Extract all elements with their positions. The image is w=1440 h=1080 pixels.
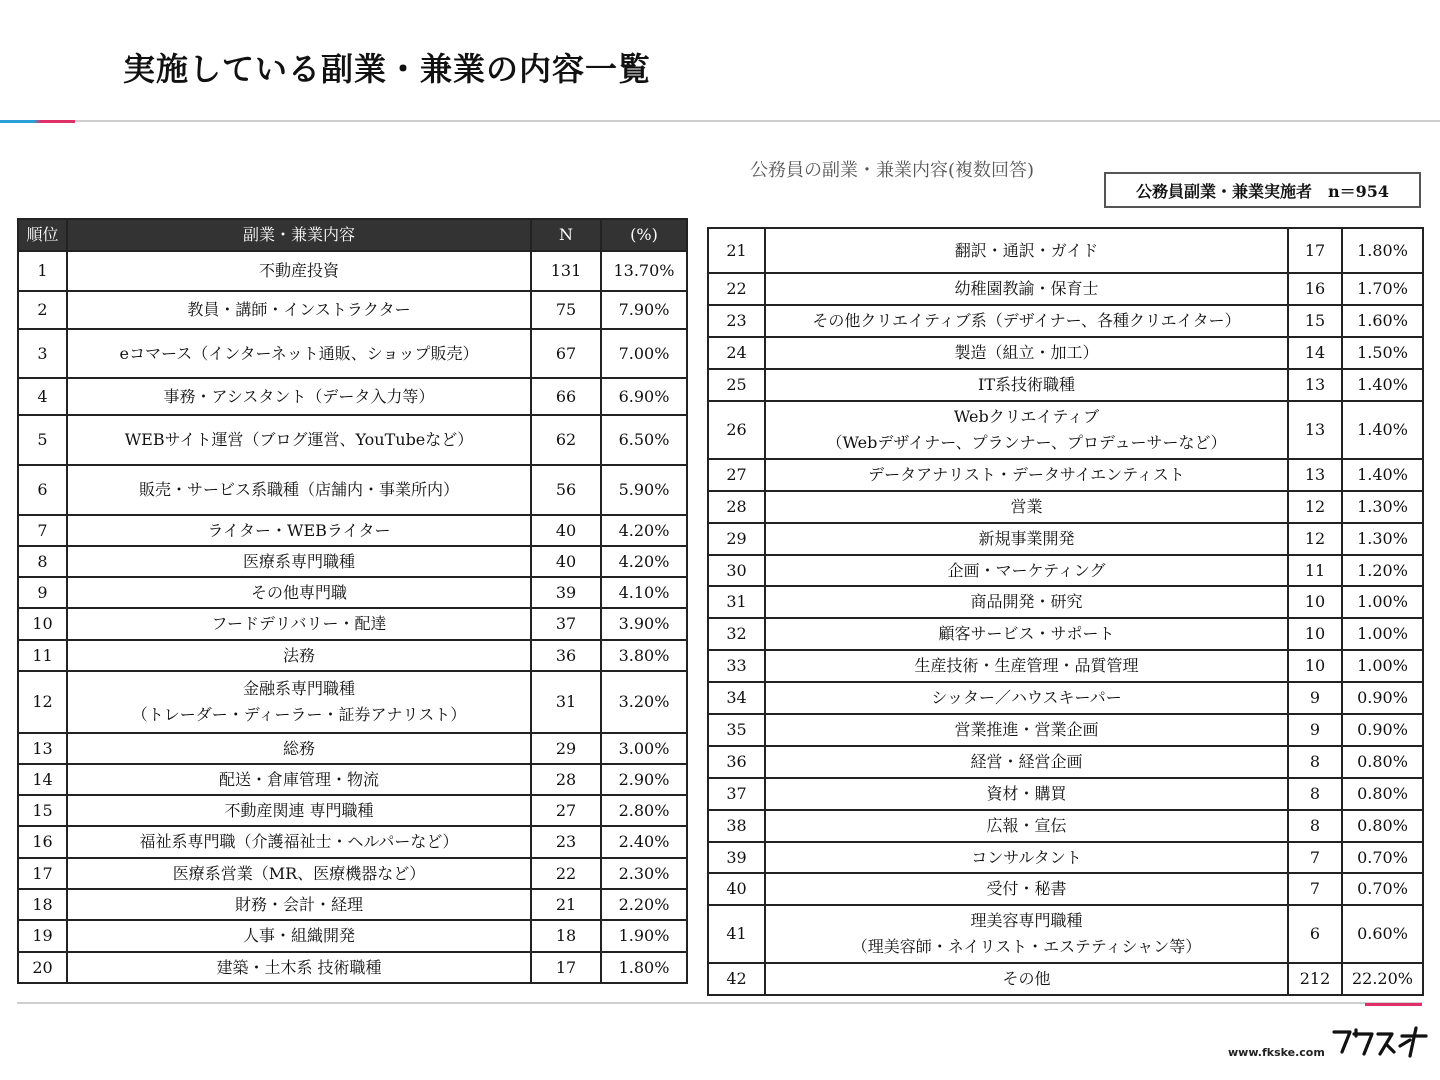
row-n: 7 — [1288, 873, 1342, 905]
row-rank: 31 — [708, 586, 765, 618]
row-n: 39 — [531, 577, 601, 608]
header-item: 副業・兼業内容 — [67, 219, 531, 251]
row-n: 56 — [531, 465, 601, 515]
row-item-line: 不動産投資 — [258, 261, 339, 280]
row-rank: 41 — [708, 905, 765, 963]
row-item — [765, 873, 1288, 905]
row-rank: 26 — [708, 401, 765, 459]
sample-size-box — [1104, 172, 1421, 208]
row-n: 75 — [531, 291, 601, 329]
row-percent: 0.80% — [1342, 778, 1423, 810]
row-rank: 38 — [708, 810, 765, 842]
row-percent: 3.00% — [601, 733, 687, 764]
row-item — [765, 523, 1288, 555]
table-row — [18, 858, 687, 889]
row-item-line: 顧客サービス・サポート — [938, 624, 1115, 643]
table-row — [708, 273, 1423, 305]
row-rank: 35 — [708, 714, 765, 746]
row-item-line: ライター・WEBライター — [207, 520, 391, 540]
row-percent: 1.40% — [1342, 401, 1423, 459]
row-percent: 3.20% — [601, 671, 687, 733]
row-percent: 0.80% — [1342, 746, 1423, 778]
row-percent: 0.90% — [1342, 682, 1423, 714]
row-n: 14 — [1288, 337, 1342, 369]
row-item — [765, 586, 1288, 618]
row-n: 9 — [1288, 682, 1342, 714]
row-rank: 34 — [708, 682, 765, 714]
row-percent: 2.80% — [601, 795, 687, 826]
table-row — [708, 586, 1423, 618]
row-item — [765, 905, 1288, 963]
row-n: 40 — [531, 515, 601, 546]
row-n: 10 — [1288, 650, 1342, 682]
row-item-line: 広報・宣伝 — [986, 816, 1067, 835]
row-percent: 22.20% — [1342, 963, 1423, 995]
footer-accent-bar — [1365, 1003, 1422, 1006]
table-row — [18, 378, 687, 415]
row-rank: 14 — [18, 764, 67, 795]
row-rank: 15 — [18, 795, 67, 826]
table-row — [708, 401, 1423, 459]
row-item-line: 金融系専門職種 — [242, 679, 355, 698]
row-item-line: 新規事業開発 — [978, 529, 1075, 548]
row-item-line: シッター／ハウスキーパー — [931, 688, 1122, 707]
row-item — [765, 273, 1288, 305]
row-n: 10 — [1288, 586, 1342, 618]
row-n: 27 — [531, 795, 601, 826]
row-n: 31 — [531, 671, 601, 733]
row-item — [67, 858, 531, 889]
row-item-line: （トレーダー・ディーラー・証券アナリスト） — [131, 705, 467, 724]
row-percent: 0.70% — [1342, 842, 1423, 873]
row-percent: 0.90% — [1342, 714, 1423, 746]
row-n: 12 — [1288, 523, 1342, 555]
row-rank: 4 — [18, 378, 67, 415]
row-rank: 29 — [708, 523, 765, 555]
row-n: 8 — [1288, 746, 1342, 778]
row-percent: 4.20% — [601, 546, 687, 577]
header-rank: 順位 — [18, 219, 67, 251]
row-item-line: 商品開発・研究 — [970, 592, 1083, 611]
row-item — [67, 415, 531, 465]
row-item-line: 幼稚園教諭・保育士 — [954, 279, 1099, 298]
row-item-line: 配送・倉庫管理・物流 — [218, 769, 379, 789]
table-row — [18, 920, 687, 952]
sample-size-text: 公務員副業・兼業実施者 n＝954 — [1135, 181, 1390, 201]
row-percent: 1.80% — [601, 952, 687, 983]
row-rank: 5 — [18, 415, 67, 465]
row-rank: 17 — [18, 858, 67, 889]
row-rank: 22 — [708, 273, 765, 305]
ranking-table-right — [707, 227, 1424, 996]
row-rank: 13 — [18, 733, 67, 764]
row-rank: 11 — [18, 640, 67, 671]
row-n: 10 — [1288, 618, 1342, 650]
table-row — [708, 618, 1423, 650]
table-row — [18, 764, 687, 795]
table-header-row — [18, 219, 687, 251]
row-item-line: 建築・土木系 技術職種 — [216, 957, 382, 977]
row-percent: 1.80% — [1342, 228, 1423, 273]
table-row — [708, 905, 1423, 963]
table-row — [18, 515, 687, 546]
row-item — [765, 337, 1288, 369]
row-n: 131 — [531, 251, 601, 291]
row-percent: 13.70% — [601, 251, 687, 291]
row-item — [67, 378, 531, 415]
row-percent: 3.80% — [601, 640, 687, 671]
table-row — [18, 640, 687, 671]
row-n: 15 — [1288, 305, 1342, 337]
row-item — [765, 459, 1288, 491]
row-n: 29 — [531, 733, 601, 764]
row-item-line: データアナリスト・データサイエンティスト — [868, 465, 1185, 484]
row-item — [67, 546, 531, 577]
row-n: 8 — [1288, 778, 1342, 810]
row-n: 16 — [1288, 273, 1342, 305]
row-percent: 1.00% — [1342, 650, 1423, 682]
table-subtitle: 公務員の副業・兼業内容(複数回答) — [750, 160, 1035, 181]
row-item-line: その他専門職 — [250, 582, 347, 602]
row-n: 17 — [531, 952, 601, 983]
row-item — [67, 671, 531, 733]
row-n: 62 — [531, 415, 601, 465]
row-item-line: フードデリバリー・配達 — [211, 614, 387, 633]
row-rank: 9 — [18, 577, 67, 608]
row-item — [765, 842, 1288, 873]
row-percent: 1.00% — [1342, 586, 1423, 618]
row-item-line: 営業推進・営業企画 — [954, 720, 1099, 739]
row-item-line: 福祉系専門職（介護福祉士・ヘルパーなど） — [139, 832, 459, 851]
row-item — [67, 329, 531, 378]
row-percent: 1.00% — [1342, 618, 1423, 650]
row-percent: 2.90% — [601, 764, 687, 795]
row-item-line: 理美容専門職種 — [970, 911, 1083, 930]
row-n: 23 — [531, 826, 601, 858]
row-item-line: 教員・講師・インストラクター — [187, 300, 411, 319]
row-item — [765, 618, 1288, 650]
row-item — [765, 305, 1288, 337]
row-percent: 1.40% — [1342, 369, 1423, 401]
row-item-line: （Webデザイナー、プランナー、プロデューサーなど） — [826, 433, 1227, 452]
table-row — [18, 465, 687, 515]
table-row — [18, 251, 687, 291]
row-n: 40 — [531, 546, 601, 577]
row-percent: 1.20% — [1342, 555, 1423, 586]
row-percent: 2.30% — [601, 858, 687, 889]
table-row — [708, 228, 1423, 273]
row-item-line: 医療系専門職種 — [242, 551, 355, 571]
row-item-line: 医療系営業（MR、医療機器など） — [172, 863, 426, 883]
table-row — [708, 778, 1423, 810]
row-n: 9 — [1288, 714, 1342, 746]
row-item — [67, 826, 531, 858]
table-row — [708, 842, 1423, 873]
row-n: 22 — [531, 858, 601, 889]
row-item-line: （理美容師・ネイリスト・エステティシャン等） — [851, 937, 1202, 956]
table-row — [708, 963, 1423, 995]
header-accent-bar — [0, 120, 75, 123]
row-item-line: 人事・組織開発 — [242, 926, 355, 945]
row-n: 67 — [531, 329, 601, 378]
row-percent: 7.90% — [601, 291, 687, 329]
table-row — [18, 733, 687, 764]
row-n: 13 — [1288, 369, 1342, 401]
row-rank: 40 — [708, 873, 765, 905]
table-row — [18, 329, 687, 378]
row-percent: 0.80% — [1342, 810, 1423, 842]
ranking-table-left — [17, 218, 688, 984]
row-percent: 6.50% — [601, 415, 687, 465]
row-n: 8 — [1288, 810, 1342, 842]
row-item-line: eコマース（インターネット通販、ショップ販売） — [119, 343, 479, 363]
row-n: 6 — [1288, 905, 1342, 963]
row-rank: 37 — [708, 778, 765, 810]
row-n: 13 — [1288, 459, 1342, 491]
table-row — [18, 546, 687, 577]
row-item-line: 受付・秘書 — [986, 879, 1067, 898]
row-n: 7 — [1288, 842, 1342, 873]
table-row — [18, 952, 687, 983]
row-item — [67, 764, 531, 795]
table-row — [18, 415, 687, 465]
row-item-line: 生産技術・生産管理・品質管理 — [914, 656, 1139, 675]
row-item — [765, 228, 1288, 273]
table-row — [18, 671, 687, 733]
row-rank: 36 — [708, 746, 765, 778]
table-row — [708, 746, 1423, 778]
footer-url: www.fkske.com — [1228, 1046, 1325, 1059]
row-rank: 16 — [18, 826, 67, 858]
row-item — [765, 491, 1288, 523]
row-percent: 4.10% — [601, 577, 687, 608]
row-rank: 28 — [708, 491, 765, 523]
row-n: 21 — [531, 889, 601, 920]
row-percent: 0.60% — [1342, 905, 1423, 963]
row-rank: 32 — [708, 618, 765, 650]
row-item — [765, 778, 1288, 810]
row-item-line: 製造（組立・加工） — [954, 343, 1099, 362]
table-row — [708, 337, 1423, 369]
row-rank: 42 — [708, 963, 765, 995]
table-row — [708, 369, 1423, 401]
row-percent: 1.30% — [1342, 523, 1423, 555]
row-percent: 6.90% — [601, 378, 687, 415]
table-row — [708, 523, 1423, 555]
row-item — [765, 746, 1288, 778]
row-rank: 21 — [708, 228, 765, 273]
row-percent: 2.40% — [601, 826, 687, 858]
row-item — [67, 465, 531, 515]
row-item-line: 経営・経営企画 — [970, 752, 1083, 771]
row-item-line: その他クリエイティブ系（デザイナー、各種クリエイター） — [812, 311, 1241, 330]
row-rank: 1 — [18, 251, 67, 291]
footer-divider — [17, 1002, 1422, 1004]
row-item — [765, 650, 1288, 682]
row-rank: 7 — [18, 515, 67, 546]
row-n: 28 — [531, 764, 601, 795]
table-row — [708, 459, 1423, 491]
row-n: 13 — [1288, 401, 1342, 459]
row-rank: 24 — [708, 337, 765, 369]
row-rank: 8 — [18, 546, 67, 577]
row-percent: 3.90% — [601, 608, 687, 640]
row-rank: 10 — [18, 608, 67, 640]
row-item — [765, 555, 1288, 586]
row-item-line: IT系技術職種 — [978, 375, 1075, 394]
row-percent: 1.60% — [1342, 305, 1423, 337]
row-n: 11 — [1288, 555, 1342, 586]
row-item — [67, 515, 531, 546]
row-item — [67, 291, 531, 329]
row-rank: 30 — [708, 555, 765, 586]
row-rank: 27 — [708, 459, 765, 491]
row-percent: 7.00% — [601, 329, 687, 378]
row-item-line: 不動産関連 専門職種 — [224, 800, 374, 820]
row-item-line: その他 — [1002, 969, 1051, 988]
row-rank: 6 — [18, 465, 67, 515]
row-item — [67, 608, 531, 640]
header-n: N — [531, 219, 601, 251]
row-rank: 33 — [708, 650, 765, 682]
row-rank: 2 — [18, 291, 67, 329]
row-item-line: WEBサイト運営（ブログ運営、YouTubeなど） — [124, 430, 474, 449]
row-rank: 25 — [708, 369, 765, 401]
row-item — [67, 795, 531, 826]
table-row — [708, 682, 1423, 714]
table-row — [18, 608, 687, 640]
row-rank: 3 — [18, 329, 67, 378]
row-item — [765, 682, 1288, 714]
header-divider — [0, 120, 1440, 122]
row-n: 37 — [531, 608, 601, 640]
table-row — [18, 889, 687, 920]
row-rank: 20 — [18, 952, 67, 983]
row-item — [67, 733, 531, 764]
row-percent: 1.30% — [1342, 491, 1423, 523]
row-percent: 2.20% — [601, 889, 687, 920]
table-row — [708, 714, 1423, 746]
row-rank: 12 — [18, 671, 67, 733]
row-item-line: 翻訳・通訳・ガイド — [954, 240, 1099, 260]
row-percent: 0.70% — [1342, 873, 1423, 905]
row-percent: 1.90% — [601, 920, 687, 952]
row-percent: 4.20% — [601, 515, 687, 546]
row-item-line: 総務 — [282, 738, 315, 758]
row-n: 17 — [1288, 228, 1342, 273]
table-row — [708, 491, 1423, 523]
row-item-line: 企画・マーケティング — [947, 560, 1106, 580]
row-n: 12 — [1288, 491, 1342, 523]
table-row — [708, 650, 1423, 682]
table-row — [708, 305, 1423, 337]
row-item-line: 財務・会計・経理 — [234, 894, 363, 914]
row-item — [765, 369, 1288, 401]
table-row — [18, 577, 687, 608]
row-item — [67, 251, 531, 291]
page-title: 実施している副業・兼業の内容一覧 — [123, 50, 652, 88]
row-rank: 19 — [18, 920, 67, 952]
row-item — [765, 963, 1288, 995]
table-row — [708, 555, 1423, 586]
row-item-line: 販売・サービス系職種（店舗内・事業所内） — [138, 480, 459, 499]
row-rank: 39 — [708, 842, 765, 873]
row-percent: 5.90% — [601, 465, 687, 515]
row-item — [67, 920, 531, 952]
row-n: 36 — [531, 640, 601, 671]
table-row — [18, 826, 687, 858]
row-item-line: 資材・購買 — [986, 784, 1067, 803]
row-percent: 1.70% — [1342, 273, 1423, 305]
row-item — [765, 810, 1288, 842]
table-row — [708, 810, 1423, 842]
row-item-line: 事務・アシスタント（データ入力等） — [163, 386, 435, 406]
row-item — [67, 577, 531, 608]
row-item-line: Webクリエイティブ — [953, 407, 1100, 426]
row-item — [67, 889, 531, 920]
row-percent: 1.40% — [1342, 459, 1423, 491]
row-item-line: 法務 — [282, 645, 315, 665]
row-item-line: コンサルタント — [971, 847, 1082, 867]
row-item — [765, 714, 1288, 746]
fukusuke-logo — [1330, 1024, 1430, 1060]
row-n: 66 — [531, 378, 601, 415]
row-n: 212 — [1288, 963, 1342, 995]
row-item — [67, 640, 531, 671]
row-percent: 1.50% — [1342, 337, 1423, 369]
row-rank: 18 — [18, 889, 67, 920]
table-row — [708, 873, 1423, 905]
row-item-line: 営業 — [1010, 497, 1043, 516]
row-n: 18 — [531, 920, 601, 952]
table-row — [18, 291, 687, 329]
row-rank: 23 — [708, 305, 765, 337]
table-row — [18, 795, 687, 826]
row-item — [765, 401, 1288, 459]
header-percent: (%) — [601, 219, 687, 251]
row-item — [67, 952, 531, 983]
